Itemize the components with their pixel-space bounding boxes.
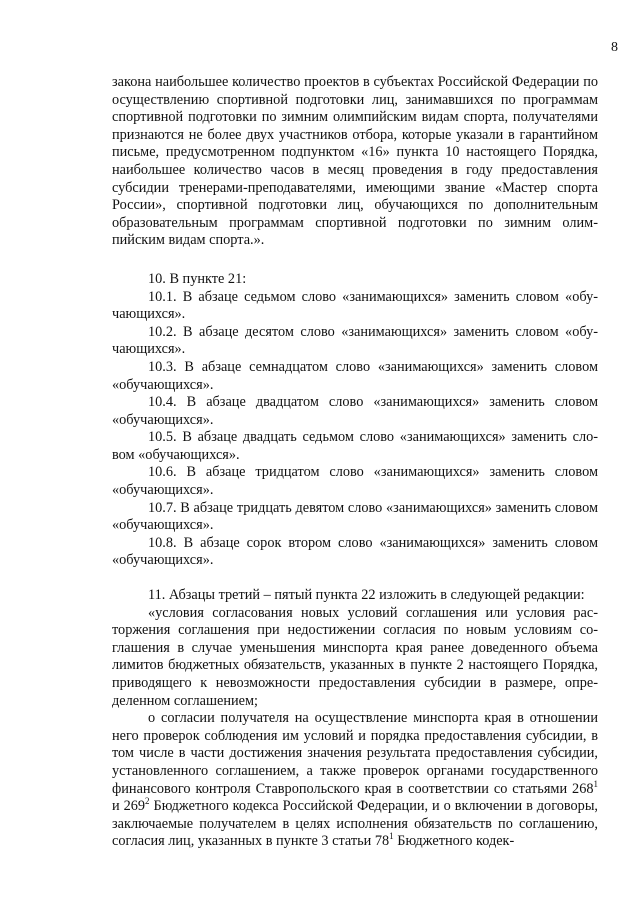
paragraph-item-10-2: 10.2. В абзаце десятом слово «занимающихся» заменить словом «обучающихся».	[112, 323, 598, 358]
paragraph-item-10-3: 10.3. В абзаце семнадцатом слово «занимающихся» заменить словом «обучающихся».	[112, 358, 598, 393]
paragraph-item-10-1: 10.1. В абзаце седьмом слово «занимающихся» заменить словом «обучающихся».	[112, 288, 598, 323]
superscript-3: 1	[389, 831, 394, 842]
superscript-2: 2	[145, 796, 150, 807]
paragraph-item-10: 10. В пункте 21:	[148, 270, 247, 287]
consent-text-part-2: и 269	[112, 798, 146, 815]
document-body	[112, 74, 598, 851]
paragraph-item-10-6: 10.6. В абзаце тридцатом слово «занимающихся» заменить словом «обучающихся».	[112, 464, 598, 499]
paragraph-consent	[112, 710, 598, 851]
superscript-1: 1	[593, 778, 598, 789]
paragraph-item-10-4: 10.4. В абзаце двадцатом слово «занимающихся» заменить словом «обучающихся».	[112, 394, 598, 428]
paragraph-item-10-5: 10.5. В абзаце двадцать седьмом слово «занимающихся» заменить словом «обучающихся».	[112, 429, 598, 463]
paragraph-item-10-8: 10.8. В абзаце сорок втором слово «занимающихся» заменить словом «обучающихся».	[112, 534, 598, 569]
page-number: 8	[611, 40, 618, 55]
paragraph-item-11: 11. Абзацы третий – пятый пункта 22 изложить в следующей редакции:	[148, 587, 585, 604]
paragraph-item-10-7: 10.7. В абзаце тридцать девятом слово «занимающихся» заменить словом «обучающихся».	[112, 499, 598, 534]
paragraph-quoted-conditions: «условия согласования новых условий соглашения или условия расторжения соглашения при недостижении согласия по новым условиям соглашения в случае уменьшения минспорта края ранее доведенного объема лимитов бюджетных обязательств, указанных в пункте 2 настоящего Порядка, приводящего к невозможности предоставления субсидии в размере, определенном соглашением;	[112, 604, 598, 709]
consent-text-part-3: Бюджетного кодекса Российской Федерации, и о включении в договоры, заключаемые получателем в целях исполнения обязательств по соглашению, согласия лиц, указанных в пункте 3 статьи 78	[112, 798, 598, 850]
consent-text-part-4: Бюджетного кодек-	[393, 833, 515, 850]
paragraph-continuation: закона наибольшее количество проектов в субъектах Российской Федерации по осуществлению спортивной подготовки лиц, занимавшихся по программам спортивной подготовки по зимним олимпийским видам спорта, получателями признаются не более двух участников отбора, которые указали в гарантийном письме, предусмотренном подпунктом «16» пункта 10 настоящего Порядка, наибольшее количество часов в месяц проведения в году предоставления субсидии тренерами-преподавателями, имеющими звание «Мастер спорта России», спортивной подготовки лиц, обучающихся по дополнительным образовательным программам спортивной подготовки по зимним олимпийским видам спорта.».	[112, 74, 598, 249]
consent-text-part-1: о согласии получателя на осуществление минспорта края в отношении него проверок соблюдения им условий и порядка предоставления субсидии, в том числе в части достижения значения результата предоставления субсидии, установленного соглашением, а также проверок органами государственного финансового контроля Ставропольского края в соответствии со статьями 268	[112, 710, 598, 797]
